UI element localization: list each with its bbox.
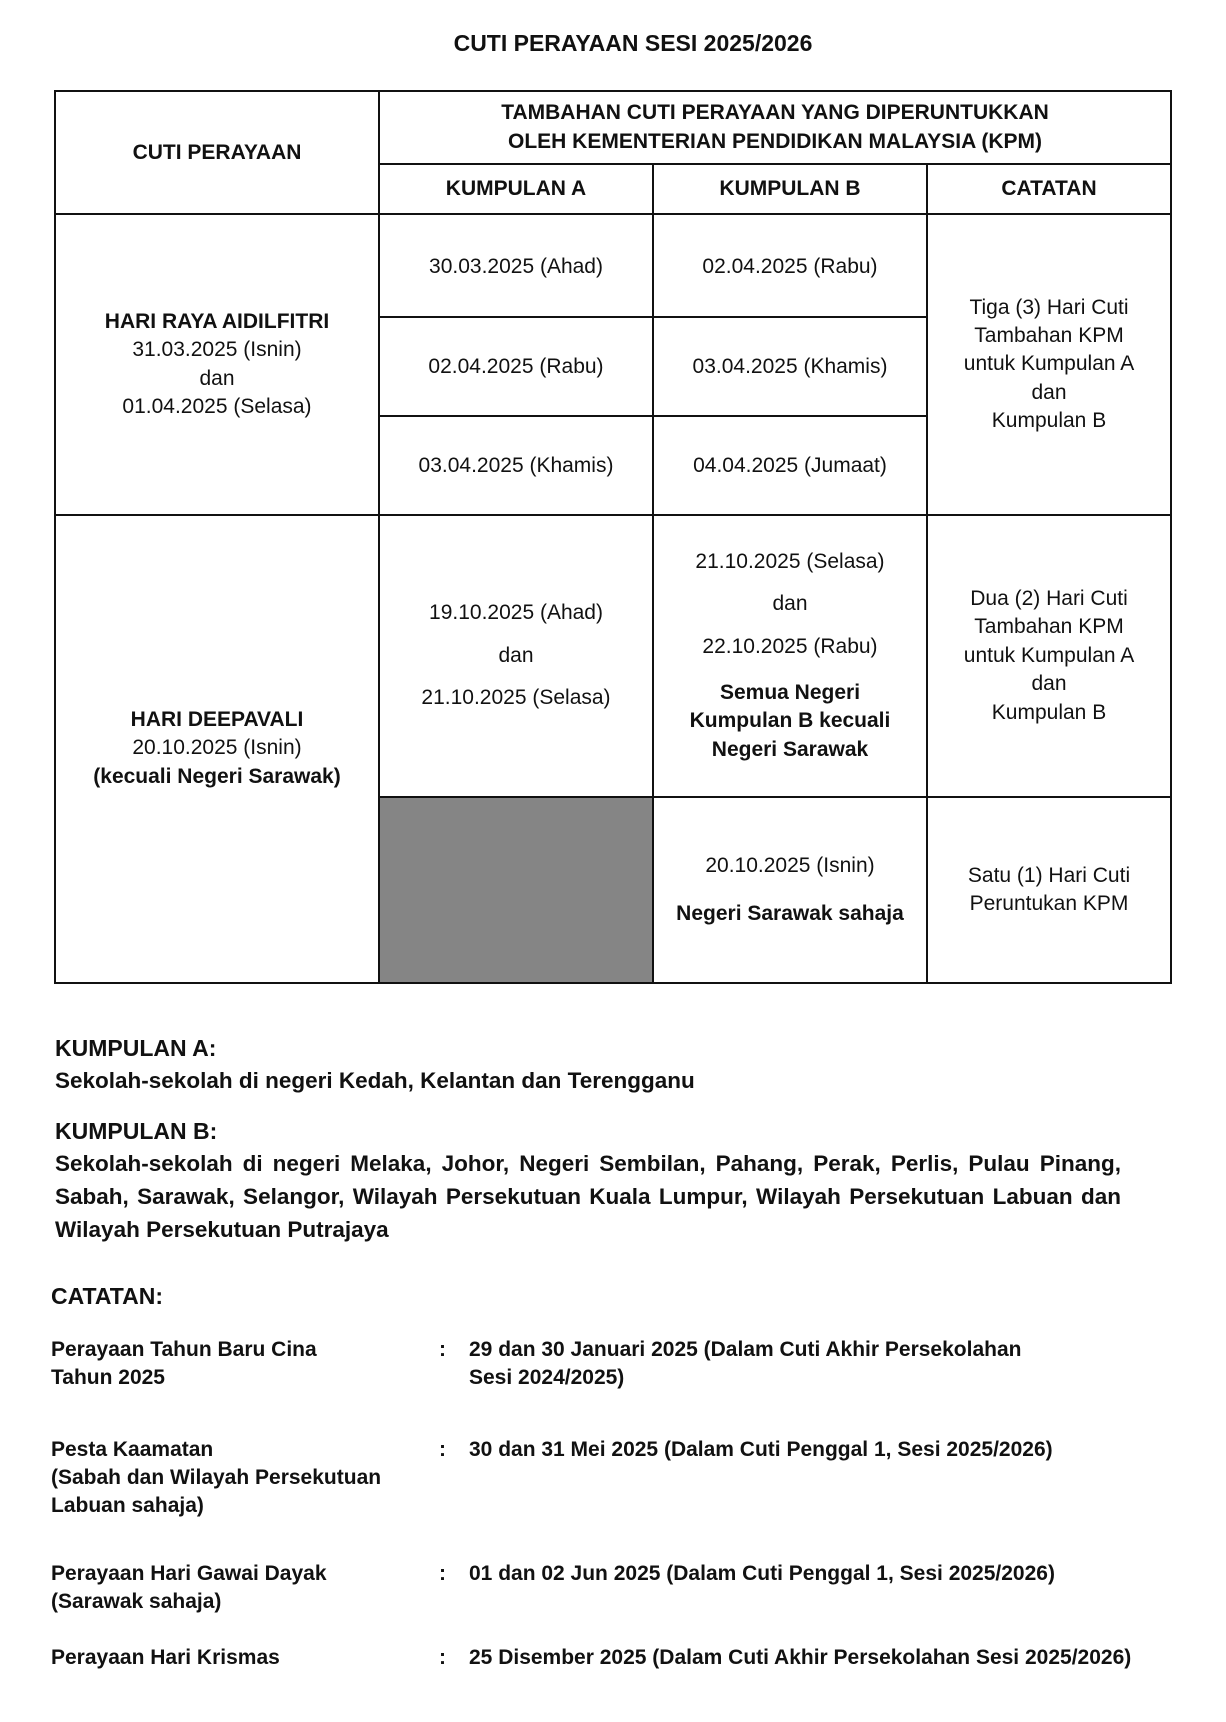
deepavali-b [653, 515, 927, 797]
aidilfitri-name: HARI RAYA AIDILFITRI [104, 309, 330, 333]
deepavali-a [379, 515, 653, 797]
sarawak-catatan [927, 797, 1171, 983]
header-cuti-perayaan [55, 91, 379, 214]
aidilfitri-date2: 01.04.2025 (Selasa) [122, 394, 312, 418]
aidilfitri-catatan-line: dan [1031, 380, 1067, 404]
aidilfitri-a-3: 03.04.2025 (Khamis) [379, 416, 653, 515]
catatan-colon: : [439, 1438, 446, 1461]
header-kumpulan-b: KUMPULAN B [653, 164, 927, 214]
catatan-label-line: Perayaan Tahun Baru Cina [51, 1338, 317, 1361]
catatan-label [51, 1560, 451, 1616]
sarawak-catatan-line: Peruntukan KPM [969, 892, 1129, 915]
catatan-value [469, 1644, 1209, 1672]
catatan-value-line: Sesi 2024/2025) [469, 1366, 625, 1389]
catatan-label-line: Perayaan Hari Krismas [51, 1646, 280, 1669]
catatan-value-line: 01 dan 02 Jun 2025 (Dalam Cuti Penggal 1, Sesi 2025/2026) [469, 1562, 1055, 1585]
deepavali-catatan-line: Tambahan KPM [974, 615, 1124, 639]
deepavali-catatan-line: untuk Kumpulan A [963, 643, 1135, 667]
deepavali-a-line: 21.10.2025 (Selasa) [421, 686, 611, 710]
header-kumpulan-a: KUMPULAN A [379, 164, 653, 214]
aidilfitri-catatan [927, 214, 1171, 515]
catatan-value [469, 1336, 1209, 1392]
header-cuti-label: CUTI PERAYAAN [132, 140, 302, 164]
deepavali-b-note: Negeri Sarawak [711, 737, 869, 761]
aidilfitri-catatan-line: Tambahan KPM [974, 323, 1124, 347]
aidilfitri-a-1: 30.03.2025 (Ahad) [379, 214, 653, 317]
catatan-colon: : [439, 1646, 446, 1669]
sarawak-catatan-line: Satu (1) Hari Cuti [967, 863, 1131, 887]
kumpulan-b-text: Sekolah-sekolah di negeri Melaka, Johor, Negeri Sembilan, Pahang, Perak, Perlis, Pulau Pinang, Sabah, Sarawak, Selangor, Wilayah Persekutuan Kuala Lumpur, Wilayah Persekutuan Labuan dan Wilayah Persekutuan Putrajaya [55, 1151, 1121, 1242]
deepavali-except: (kecuali Negeri Sarawak) [93, 764, 341, 788]
aidilfitri-a-2: 02.04.2025 (Rabu) [379, 317, 653, 416]
catatan-label [51, 1436, 451, 1520]
deepavali-cell [55, 515, 379, 983]
aidilfitri-b-2: 03.04.2025 (Khamis) [653, 317, 927, 416]
catatan-label-line: (Sarawak sahaja) [51, 1590, 222, 1613]
catatan-value [469, 1560, 1209, 1588]
catatan-label-line: (Sabah dan Wilayah Persekutuan [51, 1466, 382, 1489]
catatan-heading: CATATAN: [51, 1283, 163, 1309]
kumpulan-b-heading: KUMPULAN B: [55, 1118, 218, 1144]
catatan-colon: : [439, 1338, 446, 1361]
catatan-label [51, 1336, 451, 1392]
aidilfitri-catatan-line: Kumpulan B [991, 409, 1107, 433]
deepavali-b-line: 21.10.2025 (Selasa) [695, 549, 885, 573]
deepavali-b-line: dan [772, 592, 808, 616]
catatan-value-line: 30 dan 31 Mei 2025 (Dalam Cuti Penggal 1, Sesi 2025/2026) [469, 1438, 1053, 1461]
catatan-label-line: Perayaan Hari Gawai Dayak [51, 1562, 327, 1585]
kumpulan-b-section [55, 1118, 1121, 1246]
holiday-table [54, 90, 1172, 984]
deepavali-date: 20.10.2025 (Isnin) [132, 736, 302, 760]
kumpulan-a-section [55, 1035, 1121, 1097]
kumpulan-a-text: Sekolah-sekolah di negeri Kedah, Kelantan dan Terengganu [55, 1068, 695, 1093]
deepavali-b-note: Semua Negeri [719, 681, 861, 704]
catatan-value-line: 29 dan 30 Januari 2025 (Dalam Cuti Akhir Persekolahan [469, 1338, 1022, 1361]
catatan-value [469, 1436, 1209, 1464]
aidilfitri-catatan-line: untuk Kumpulan A [963, 352, 1135, 376]
catatan-label-line: Pesta Kaamatan [51, 1438, 214, 1461]
aidilfitri-date1: 31.03.2025 (Isnin) [132, 338, 302, 362]
deepavali-catatan [927, 515, 1171, 797]
deepavali-b-line: 22.10.2025 (Rabu) [702, 634, 878, 658]
deepavali-catatan-line: dan [1031, 672, 1067, 696]
aidilfitri-dan: dan [199, 366, 235, 390]
catatan-value-line: 25 Disember 2025 (Dalam Cuti Akhir Persekolahan Sesi 2025/2026) [469, 1646, 1132, 1669]
header-tambahan-line1: TAMBAHAN CUTI PERAYAAN YANG DIPERUNTUKKAN [501, 101, 1049, 125]
kumpulan-a-heading: KUMPULAN A: [55, 1035, 217, 1061]
sarawak-cell [653, 797, 927, 983]
header-tambahan [379, 91, 1171, 164]
deepavali-name: HARI DEEPAVALI [130, 708, 304, 731]
deepavali-a-line: dan [498, 643, 534, 667]
deepavali-a-line: 19.10.2025 (Ahad) [429, 601, 603, 625]
aidilfitri-catatan-line: Tiga (3) Hari Cuti [969, 295, 1129, 319]
deepavali-b-note: Kumpulan B kecuali [689, 709, 891, 733]
header-catatan: CATATAN [927, 164, 1171, 214]
catatan-label-line: Labuan sahaja) [51, 1494, 204, 1517]
aidilfitri-cell [55, 214, 379, 515]
aidilfitri-b-3: 04.04.2025 (Jumaat) [653, 416, 927, 515]
catatan-label-line: Tahun 2025 [51, 1366, 165, 1389]
deepavali-catatan-line: Kumpulan B [991, 700, 1107, 724]
deepavali-catatan-line: Dua (2) Hari Cuti [970, 587, 1128, 611]
header-tambahan-line2: OLEH KEMENTERIAN PENDIDIKAN MALAYSIA (KPM) [508, 129, 1042, 153]
catatan-label [51, 1644, 451, 1672]
sarawak-date: 20.10.2025 (Isnin) [705, 853, 875, 877]
shaded-empty-cell [379, 797, 653, 983]
aidilfitri-b-1: 02.04.2025 (Rabu) [653, 214, 927, 317]
sarawak-note: Negeri Sarawak sahaja [676, 902, 904, 925]
catatan-colon: : [439, 1562, 446, 1585]
page-title: CUTI PERAYAAN SESI 2025/2026 [453, 30, 813, 56]
